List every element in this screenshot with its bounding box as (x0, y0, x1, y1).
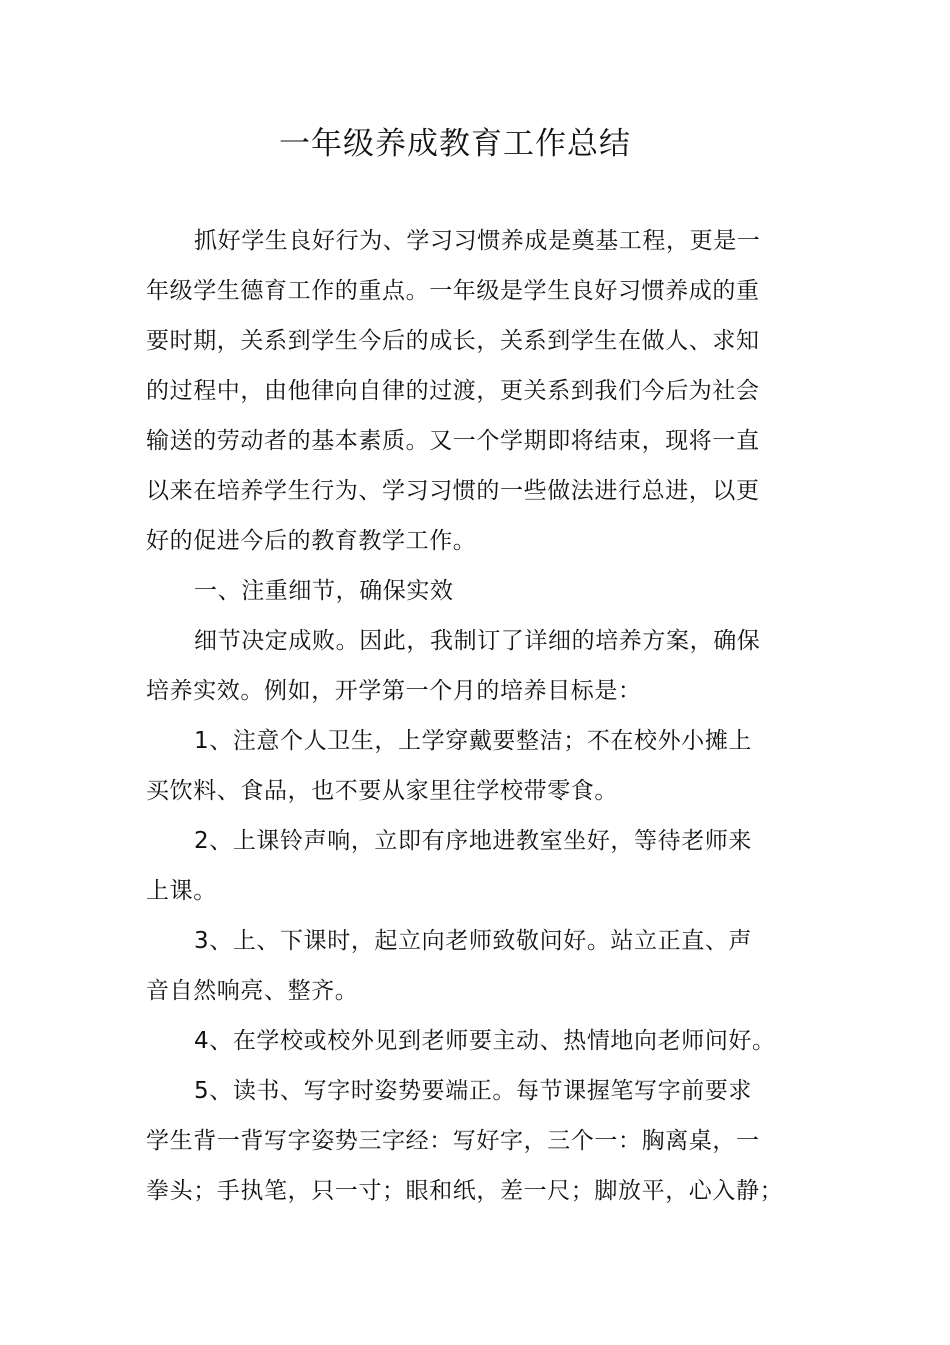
paragraph-line: 输送的劳动者的基本素质。又一个学期即将结束，现将一直 (146, 428, 760, 454)
paragraph-line: 要时期，关系到学生今后的成长，关系到学生在做人、求知 (146, 328, 760, 354)
paragraph-line: 细节决定成败。因此，我制订了详细的培养方案，确保 (194, 628, 761, 654)
list-item-line: 学生背一背写字姿势三字经：写好字，三个一：胸离桌，一 (146, 1128, 760, 1154)
list-item-line: 5、读书、写字时姿势要端正。每节课握笔写字前要求 (194, 1078, 753, 1104)
document-title: 一年级养成教育工作总结 (279, 126, 631, 162)
list-item-line: 音自然响亮、整齐。 (146, 978, 359, 1004)
paragraph-line: 的过程中，由他律向自律的过渡，更关系到我们今后为社会 (146, 378, 760, 404)
list-item-line: 买饮料、食品，也不要从家里往学校带零食。 (146, 778, 618, 804)
section-heading: 一、注重细节，确保实效 (194, 578, 454, 604)
list-item-line: 上课。 (146, 878, 217, 904)
list-item-line: 3、上、下课时，起立向老师致敬问好。站立正直、声 (194, 928, 753, 954)
list-item-line: 2、上课铃声响，立即有序地进教室坐好，等待老师来 (194, 828, 753, 854)
paragraph-line: 以来在培养学生行为、学习习惯的一些做法进行总进，以更 (146, 478, 760, 504)
paragraph-line: 抓好学生良好行为、学习习惯养成是奠基工程，更是一 (194, 228, 761, 254)
paragraph-line: 年级学生德育工作的重点。一年级是学生良好习惯养成的重 (146, 278, 760, 304)
paragraph-line: 好的促进今后的教育教学工作。 (146, 528, 477, 554)
list-item-line: 拳头；手执笔，只一寸；眼和纸，差一尺；脚放平，心入静； (146, 1178, 784, 1204)
list-item-line: 1、注意个人卫生，上学穿戴要整洁；不在校外小摊上 (194, 728, 753, 754)
list-item-line: 4、在学校或校外见到老师要主动、热情地向老师问好。 (194, 1028, 776, 1054)
paragraph-line: 培养实效。例如，开学第一个月的培养目标是： (146, 678, 642, 704)
